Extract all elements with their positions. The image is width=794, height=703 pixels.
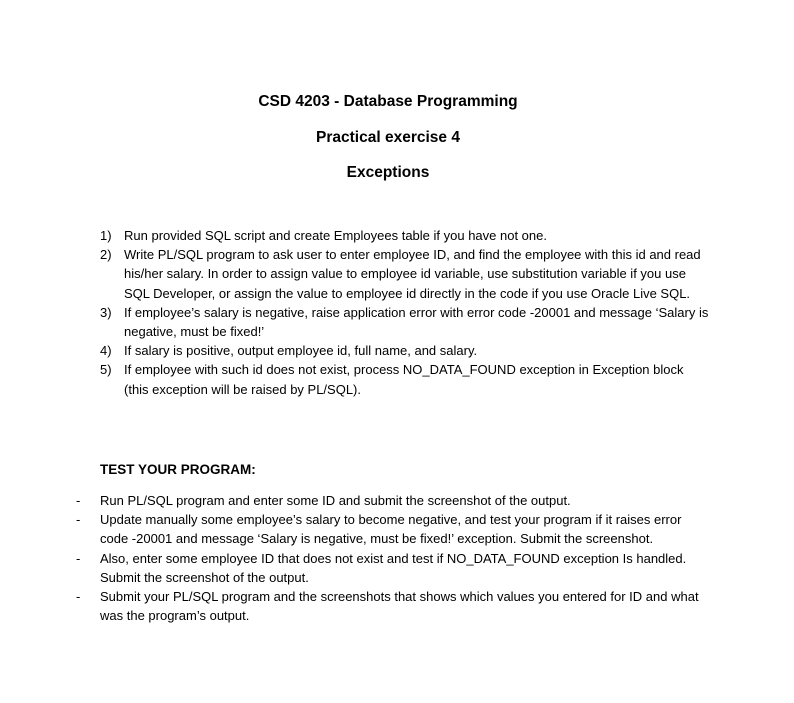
exercise-title: Practical exercise 4 — [316, 129, 460, 146]
topic-title: Exceptions — [346, 164, 430, 181]
task-number: 5) — [100, 362, 112, 378]
task-number: 1) — [100, 228, 112, 243]
test-item — [76, 510, 706, 548]
test-text: Run PL/SQL program and enter some ID and submit the screenshot of the output. — [100, 493, 571, 508]
task-item — [100, 360, 710, 398]
task-item — [100, 303, 710, 341]
task-item — [100, 341, 710, 360]
task-number: 3) — [100, 304, 112, 320]
task-text: Run provided SQL script and create Employees table if you have not one. — [124, 228, 547, 243]
test-text: Update manually some employee’s salary to become negative, and test your program if it raises error code -20001 and message ‘Salary is negative, must be fixed!’ exception. Submit the screenshot. — [100, 512, 682, 547]
test-item — [76, 491, 706, 510]
test-item — [76, 549, 706, 587]
test-item — [76, 587, 706, 625]
dash-bullet: - — [76, 550, 81, 566]
task-text: If salary is positive, output employee id, full name, and salary. — [124, 343, 478, 359]
task-number: 4) — [100, 343, 112, 359]
dash-bullet: - — [76, 512, 81, 528]
test-text: Submit your PL/SQL program and the screenshots that shows which values you entered for ID and what was the program’s output. — [100, 589, 699, 624]
dash-bullet: - — [76, 589, 81, 605]
task-item — [100, 226, 710, 245]
task-number: 2) — [100, 247, 112, 263]
test-heading: TEST YOUR PROGRAM: — [100, 462, 256, 477]
dash-bullet: - — [76, 493, 81, 508]
task-text: Write PL/SQL program to ask user to enter employee ID, and find the employee with this id and read his/her salary. In order to assign value to employee id variable, use substitution variable if you use SQL Developer, or assign the value to employee id directly in the code if you use Oracle Live SQL. — [124, 247, 701, 301]
course-title: CSD 4203 - Database Programming — [258, 93, 518, 110]
task-text: If employee’s salary is negative, raise application error with error code -20001 and message ‘Salary is negative, must be fixed!’ — [124, 304, 709, 340]
test-text: Also, enter some employee ID that does not exist and test if NO_DATA_FOUND exception Is handled. Submit the screenshot of the output. — [100, 550, 687, 585]
task-list — [100, 226, 710, 399]
task-text: If employee with such id does not exist, process NO_DATA_FOUND exception in Exception block (this exception will be raised by PL/SQL). — [124, 362, 684, 397]
task-item — [100, 245, 710, 303]
test-list — [76, 491, 706, 625]
